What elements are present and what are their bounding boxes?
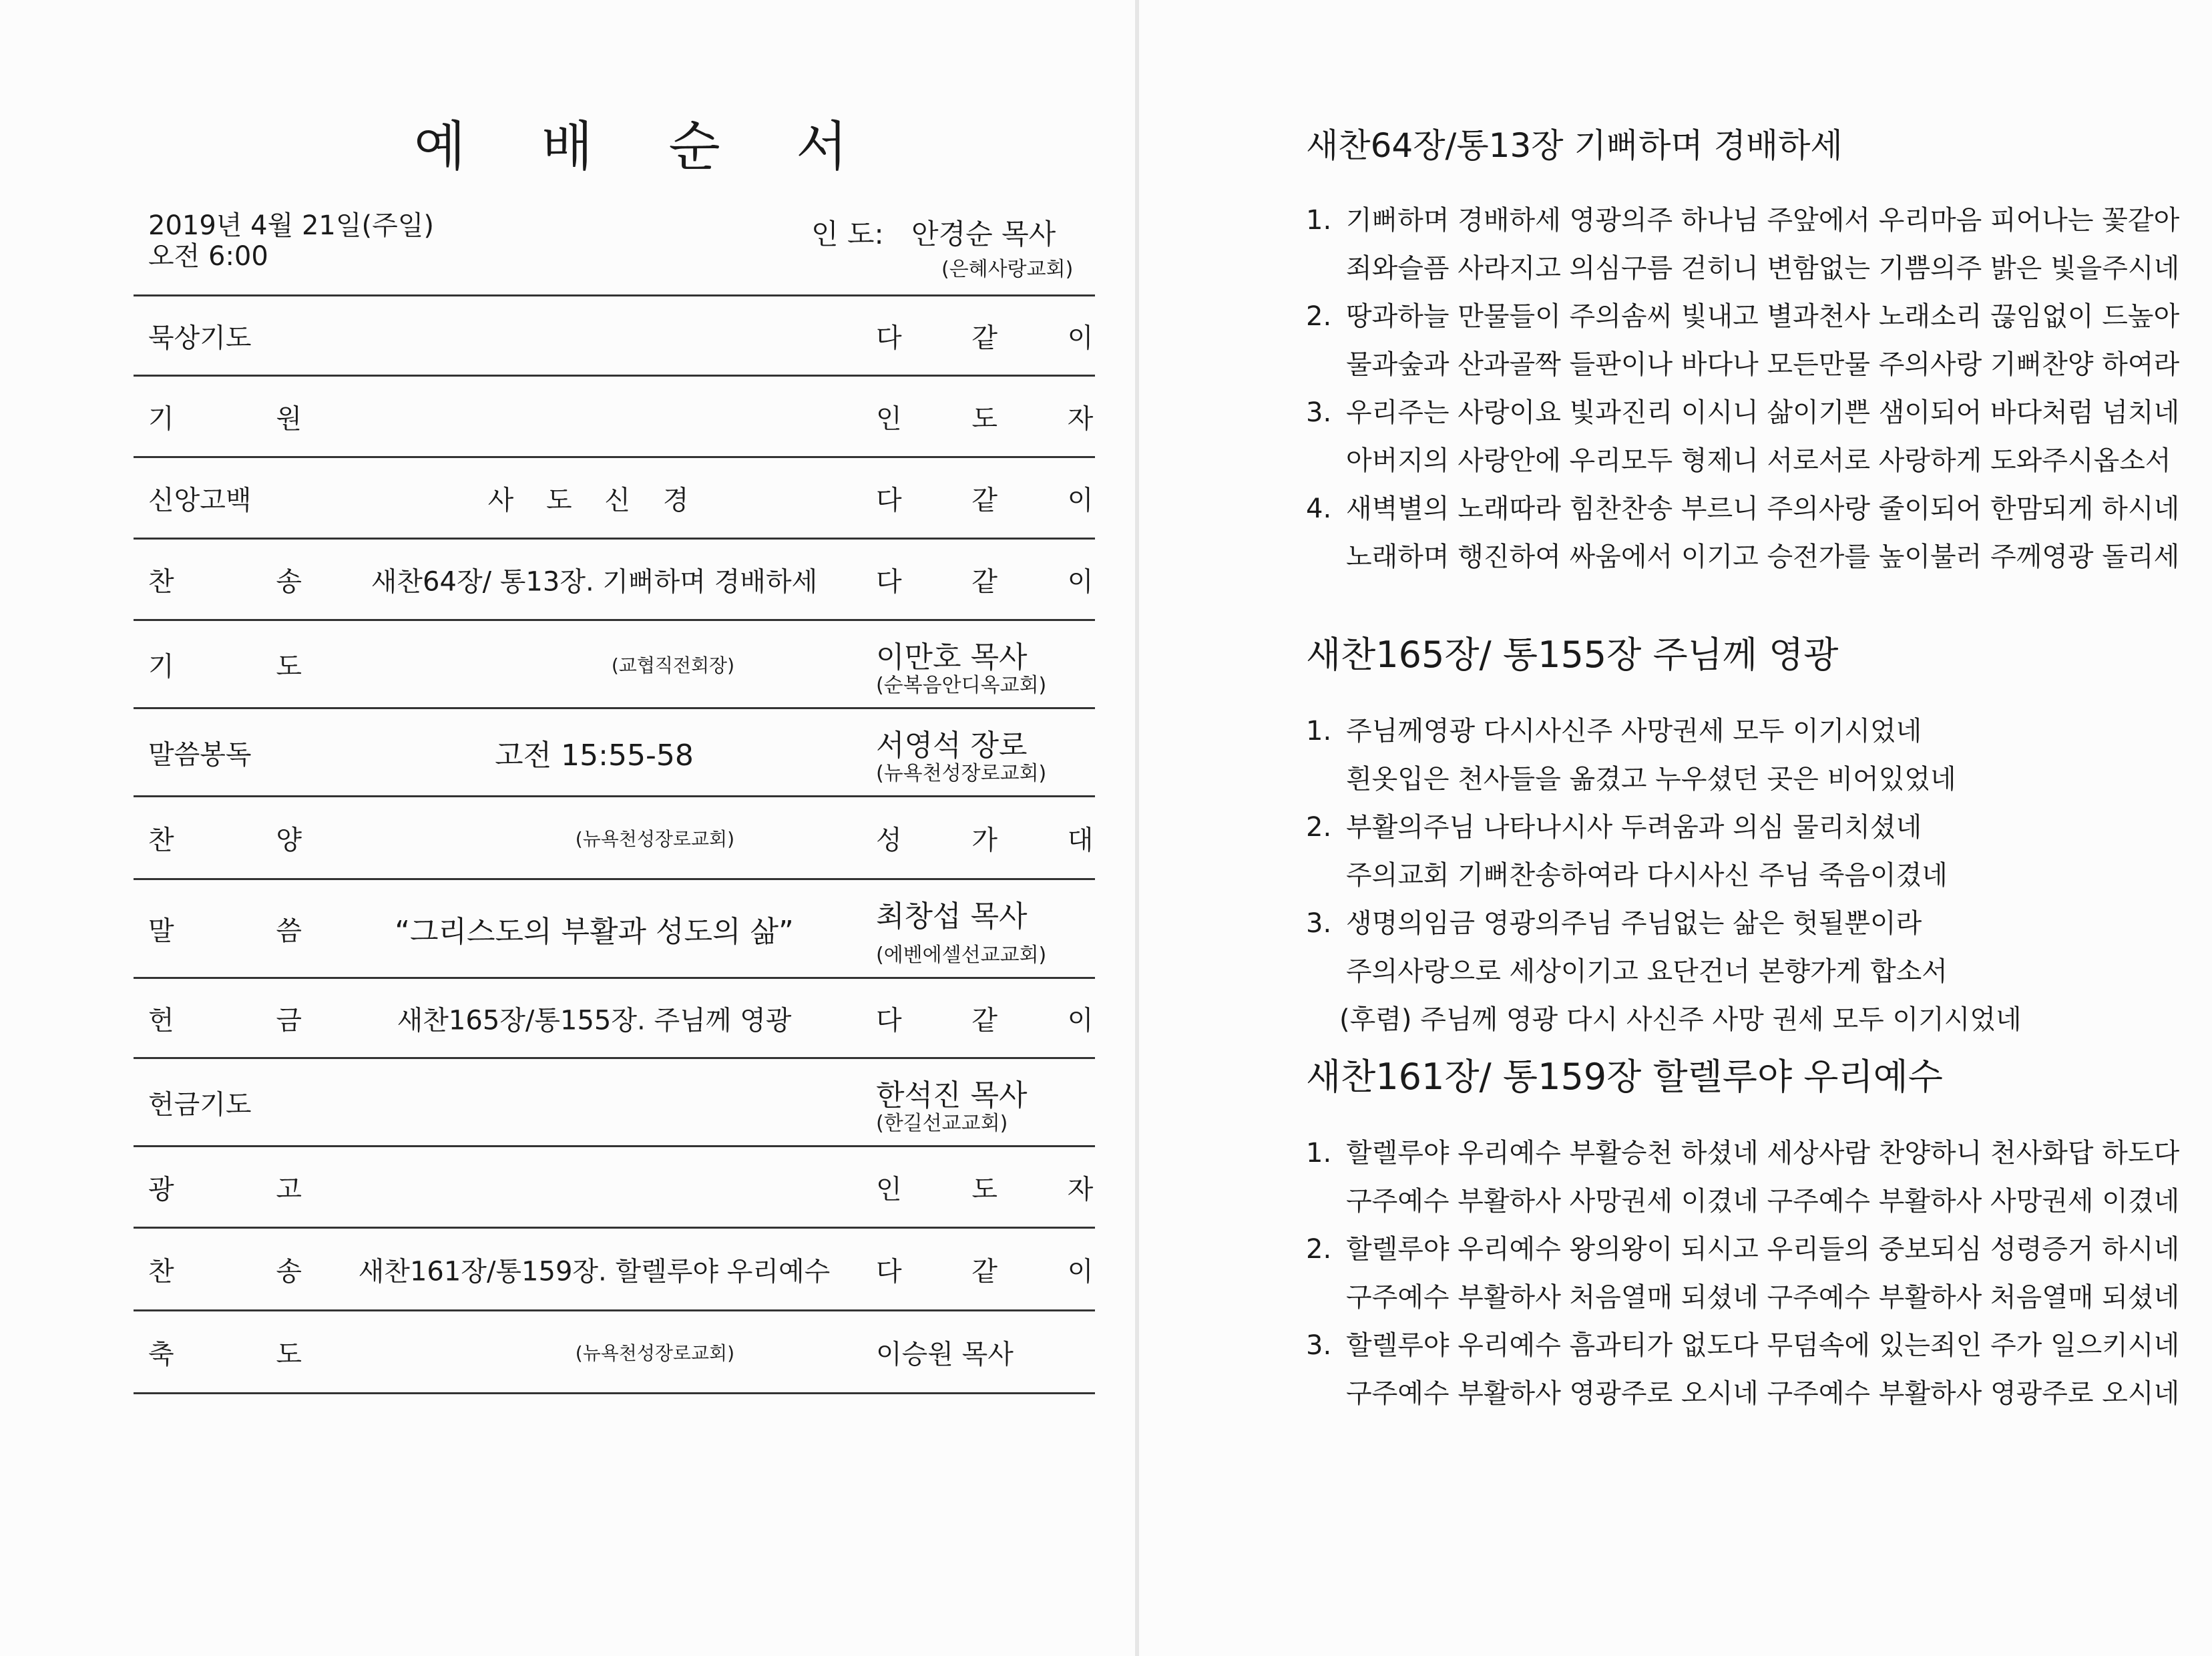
- hymn-verse: [1306, 803, 2022, 899]
- verse-line: 구주예수 부활하사 처음열매 되셨네 구주예수 부활하사 처음열매 되셨네: [1346, 1282, 2180, 1313]
- verse-line: 새벽별의 노래따라 힘찬찬송 부르니 주의사랑 줄이되어 한맘되게 하시네: [1346, 493, 2180, 524]
- order-item: 말 씀: [148, 915, 349, 946]
- order-note: (뉴욕천성장로교회): [575, 827, 734, 850]
- leader-line: [811, 212, 1056, 252]
- order-lead: 다 같 이: [876, 485, 1124, 515]
- verse-line: 생명의임금 영광의주님 주님없는 삶은 헛될뿐이라: [1346, 908, 1922, 939]
- hymn-verse: [1306, 1129, 2179, 1225]
- hymn-block: [1306, 1048, 2179, 1418]
- verse-line: 할렐루야 우리예수 부활승천 하셨네 세상사람 찬양하니 천사화답 하도다: [1346, 1138, 2180, 1169]
- order-lead: 인 도 자: [876, 1174, 1124, 1205]
- verse-line: 주의교회 기뻐찬송하여라 다시사신 주님 죽음이겼네: [1346, 860, 1948, 891]
- order-lead-church: (뉴욕천성장로교회): [876, 762, 1047, 785]
- hymn-refrain: (후렴) 주님께 영광 다시 사신주 사망 권세 모두 이기시었네: [1339, 1004, 2022, 1035]
- order-lead: 이만호 목사: [876, 640, 1028, 674]
- hymn-block: [1306, 119, 2179, 581]
- verse-number: 2.: [1306, 301, 1332, 332]
- order-lead: 다 같 이: [876, 323, 1124, 353]
- hymn-title: 새찬161장/ 통159장 할렐루야 우리예수: [1306, 1056, 1943, 1098]
- verse-line: 할렐루야 우리예수 흠과티가 없도다 무덤속에 있는죄인 주가 일으키시네: [1346, 1330, 2180, 1361]
- verse-line: 할렐루야 우리예수 왕의왕이 되시고 우리들의 중보되심 성령증거 하시네: [1346, 1234, 2180, 1265]
- order-lead: 인 도 자: [876, 403, 1124, 434]
- verse-line: 우리주는 사랑이요 빛과진리 이시니 삶이기쁜 샘이되어 바다처럼 넘치네: [1346, 397, 2180, 428]
- order-row: [134, 880, 1095, 979]
- leader-church: (은혜사랑교회): [941, 258, 1074, 281]
- order-lead-church: (한길선교교회): [876, 1112, 1008, 1135]
- hymn-verse: [1306, 707, 2022, 803]
- order-item: 기 원: [148, 403, 349, 434]
- order-item: 찬 송: [148, 1256, 349, 1287]
- verse-line: 주님께영광 다시사신주 사망권세 모두 이기시었네: [1346, 716, 1922, 747]
- order-lead: 다 같 이: [876, 1005, 1124, 1036]
- hymn-verse: [1306, 1225, 2179, 1321]
- order-item: 묵상기도: [148, 323, 252, 353]
- order-item: 헌금기도: [148, 1089, 252, 1120]
- order-lead: 한석진 목사: [876, 1078, 1028, 1112]
- order-content: 고전 15:55-58: [495, 738, 694, 773]
- hymn-title: 새찬165장/ 통155장 주님께 영광: [1306, 634, 1839, 676]
- order-content: 사 도 신 경: [487, 485, 701, 515]
- verse-number: 3.: [1306, 908, 1332, 939]
- order-lead: 서영석 장로: [876, 729, 1028, 763]
- order-item: 찬 양: [148, 825, 349, 855]
- hymn-verse: [1306, 196, 2179, 292]
- order-row: [134, 1229, 1124, 1311]
- order-item: 축 도: [148, 1339, 349, 1370]
- order-row: [134, 1311, 1095, 1394]
- verse-number: 4.: [1306, 493, 1332, 524]
- order-lead: 이승원 목사: [876, 1339, 1014, 1370]
- hymn-verse: [1306, 899, 2022, 996]
- verse-line: 주의사랑으로 세상이기고 요단건너 본향가게 합소서: [1346, 956, 1948, 987]
- verse-line: 구주예수 부활하사 사망권세 이겼네 구주예수 부활하사 사망권세 이겼네: [1346, 1186, 2180, 1217]
- verse-line: 노래하며 행진하여 싸움에서 이기고 승전가를 높이불러 주께영광 돌리세: [1346, 542, 2180, 572]
- verse-line: 기뻐하며 경배하세 영광의주 하나님 주앞에서 우리마음 피어나는 꽃같아: [1346, 205, 2180, 236]
- order-content: 새찬64장/ 통13장. 기뻐하며 경배하세: [371, 566, 818, 597]
- order-row: [134, 540, 1124, 621]
- page-title: 예 배 순 서: [414, 116, 877, 178]
- verse-number: 3.: [1306, 1330, 1332, 1361]
- verse-line: 아버지의 사랑안에 우리모두 형제니 서로서로 사랑하게 도와주시옵소서: [1346, 445, 2171, 476]
- verse-line: 구주예수 부활하사 영광주로 오시네 구주예수 부활하사 영광주로 오시네: [1346, 1378, 2180, 1409]
- verse-line: 물과숲과 산과골짝 들판이나 바다나 모든만물 주의사랑 기뻐찬양 하여라: [1346, 349, 2180, 380]
- hymn-verse: [1306, 389, 2179, 485]
- order-row: [134, 797, 1124, 880]
- verse-number: 1.: [1306, 205, 1332, 236]
- order-lead: 다 같 이: [876, 566, 1124, 597]
- order-row: [134, 377, 1124, 458]
- verse-number: 2.: [1306, 812, 1332, 843]
- leader-label: 인 도:: [811, 218, 884, 250]
- order-content: “그리스도의 부활과 성도의 삶”: [395, 914, 794, 949]
- order-row: [134, 1059, 1095, 1147]
- order-note: (뉴욕천성장로교회): [575, 1341, 734, 1364]
- order-row: [134, 709, 1095, 797]
- order-content: 새찬165장/통155장. 주님께 영광: [397, 1005, 792, 1036]
- order-item: 신앙고백: [148, 485, 252, 515]
- order-item: 말씀봉독: [148, 739, 252, 770]
- order-lead-church: (순복음안디옥교회): [876, 674, 1047, 697]
- order-lead-church: (에벤에셀선교교회): [876, 944, 1047, 967]
- order-lead: 최창섭 목사: [876, 899, 1028, 934]
- order-lead: 성 가 대: [876, 825, 1124, 855]
- service-date-block: [148, 210, 434, 272]
- verse-number: 2.: [1306, 1234, 1332, 1265]
- order-content: 새찬161장/통159장. 할렐루야 우리예수: [358, 1256, 831, 1287]
- order-item: 헌 금: [148, 1005, 349, 1036]
- order-note: (교협직전회장): [611, 654, 734, 676]
- hymn-verse: [1306, 1321, 2179, 1418]
- order-list: [134, 296, 1124, 1394]
- order-row: [134, 979, 1124, 1059]
- right-page: [1139, 0, 2212, 1656]
- order-lead: 다 같 이: [876, 1256, 1124, 1287]
- leader-name: 안경순 목사: [911, 218, 1056, 250]
- order-item: 찬 송: [148, 566, 349, 597]
- order-item: 광 고: [148, 1174, 349, 1205]
- hymn-title: 새찬64장/통13장 기뻐하며 경배하세: [1306, 126, 1843, 165]
- verse-line: 부활의주님 나타나시사 두려움과 의심 물리치셨네: [1346, 812, 1922, 843]
- service-time: 오전 6:00: [148, 241, 268, 272]
- verse-line: 흰옷입은 천사들을 옮겼고 누우셨던 곳은 비어있었네: [1346, 764, 1956, 795]
- hymn-block: [1306, 626, 2022, 1044]
- verse-line: 죄와슬픔 사라지고 의심구름 걷히니 변함없는 기쁨의주 밝은 빛을주시네: [1346, 253, 2180, 284]
- order-row: [134, 296, 1124, 377]
- hymn-verse: [1306, 292, 2179, 389]
- order-row: [134, 458, 1124, 540]
- verse-number: 1.: [1306, 1138, 1332, 1169]
- order-row: [134, 1147, 1124, 1229]
- hymn-verse: [1306, 485, 2179, 581]
- verse-number: 3.: [1306, 397, 1332, 428]
- verse-number: 1.: [1306, 716, 1332, 747]
- order-row: [134, 621, 1095, 709]
- service-date: 2019년 4월 21일(주일): [148, 210, 434, 241]
- verse-line: 땅과하늘 만물들이 주의솜씨 빛내고 별과천사 노래소리 끊임없이 드높아: [1346, 301, 2180, 332]
- order-item: 기 도: [148, 651, 349, 682]
